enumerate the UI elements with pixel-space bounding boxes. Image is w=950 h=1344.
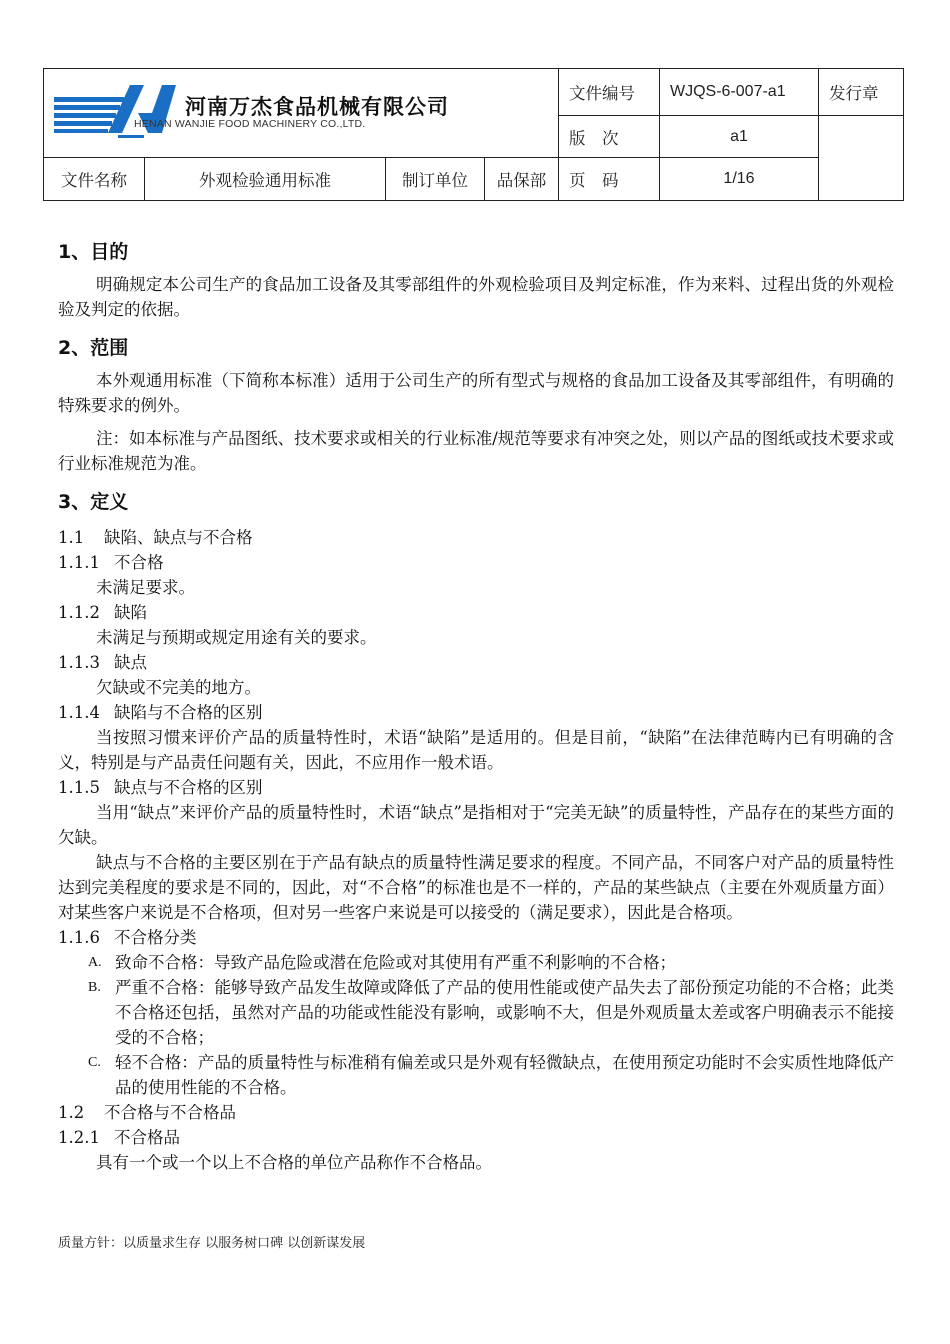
purpose-paragraph: 明确规定本公司生产的食品加工设备及其零部组件的外观检验项目及判定标准，作为来料、过程出货的外观检验及判定的依据。 xyxy=(58,275,894,319)
def-heading-1-1-1 xyxy=(58,550,894,575)
company-name-cn: 河南万杰食品机械有限公司 xyxy=(185,95,449,119)
list-marker: C. xyxy=(88,1055,101,1070)
def-heading-1-2 xyxy=(58,1100,894,1125)
def-text-1-1-4: 当按照习惯来评价产品的质量特性时，术语“缺陷”是适用的。但是目前，“缺陷”在法律范畴内已有明确的含义，特别是与产品责任问题有关，因此，不应用作一般术语。 xyxy=(58,728,894,772)
version-value: a1 xyxy=(660,116,819,158)
def-heading-1-2-1 xyxy=(58,1125,894,1150)
def-heading-1-1-6 xyxy=(58,925,894,950)
issue-stamp-label: 发行章 xyxy=(819,69,904,116)
def-number: 1.1.3 xyxy=(58,653,100,672)
company-name-en: HENAN WANJIE FOOD MACHINERY CO.,LTD. xyxy=(134,118,366,130)
def-number: 1.1.5 xyxy=(58,778,100,797)
def-title: 不合格与不合格品 xyxy=(104,1103,236,1122)
list-marker: B. xyxy=(88,980,101,995)
def-number: 1.1.2 xyxy=(58,603,100,622)
def-number: 1.1.1 xyxy=(58,553,100,572)
def-heading-1-1-5 xyxy=(58,775,894,800)
file-name-label: 文件名称 xyxy=(44,158,145,201)
def-number: 1.2.1 xyxy=(58,1128,100,1147)
def-heading-1-1-2 xyxy=(58,600,894,625)
wanjie-logo-icon xyxy=(52,83,182,141)
def-title: 缺点与不合格的区别 xyxy=(114,778,263,797)
company-logo-cell xyxy=(44,69,559,158)
def-title: 缺陷 xyxy=(114,603,147,622)
def-text-1-2-1: 具有一个或一个以上不合格的单位产品称作不合格品。 xyxy=(96,1153,492,1172)
version-label: 版 次 xyxy=(559,116,660,158)
def-text-1-1-5-a: 当用“缺点”来评价产品的质量特性时，术语“缺点”是指相对于“完美无缺”的质量特性，产品存在的某些方面的欠缺。 xyxy=(58,803,894,847)
def-number: 1.1.6 xyxy=(58,928,100,947)
section-title-scope: 2、范围 xyxy=(58,337,129,359)
quality-policy-footer: 质量方针：以质量求生存 以服务树口碑 以创新谋发展 xyxy=(58,1236,366,1251)
page-value: 1/16 xyxy=(660,158,819,201)
def-heading-1-1-4 xyxy=(58,700,894,725)
def-title: 缺点 xyxy=(114,653,147,672)
file-name-value: 外观检验通用标准 xyxy=(145,158,386,201)
def-heading-1-1-3 xyxy=(58,650,894,675)
document-body xyxy=(58,232,894,1175)
scope-note-paragraph: 注：如本标准与产品图纸、技术要求或相关的行业标准/规范等要求有冲突之处，则以产品的图纸或技术要求或行业标准规范为准。 xyxy=(58,429,894,473)
def-title: 不合格分类 xyxy=(114,928,197,947)
def-heading-1-1 xyxy=(58,525,894,550)
document-header-table xyxy=(43,68,904,201)
def-number: 1.1.4 xyxy=(58,703,100,722)
section-title-purpose: 1、目的 xyxy=(58,241,129,263)
def-title: 缺陷、缺点与不合格 xyxy=(104,528,253,547)
def-text-1-1-2: 未满足与预期或规定用途有关的要求。 xyxy=(96,628,377,647)
page-label: 页 码 xyxy=(559,158,660,201)
doc-no-value: WJQS-6-007-a1 xyxy=(660,69,819,116)
def-text-1-1-3: 欠缺或不完美的地方。 xyxy=(96,678,261,697)
issue-stamp-area xyxy=(819,116,904,201)
list-marker: A. xyxy=(88,955,102,970)
def-title: 不合格 xyxy=(114,553,164,572)
nonconformity-class-b xyxy=(58,975,894,1050)
dept-label: 制订单位 xyxy=(386,158,485,201)
doc-no-label: 文件编号 xyxy=(559,69,660,116)
nonconformity-class-a xyxy=(58,950,894,975)
dept-value: 品保部 xyxy=(485,158,559,201)
def-number: 1.1 xyxy=(58,528,85,547)
list-text: 轻不合格：产品的质量特性与标准稍有偏差或只是外观有轻微缺点，在使用预定功能时不会实质性地降低产品的使用性能的不合格。 xyxy=(115,1053,894,1097)
def-number: 1.2 xyxy=(58,1103,85,1122)
scope-paragraph: 本外观通用标准（下简称本标准）适用于公司生产的所有型式与规格的食品加工设备及其零部组件，有明确的特殊要求的例外。 xyxy=(58,371,894,415)
def-title: 不合格品 xyxy=(114,1128,180,1147)
def-text-1-1-1: 未满足要求。 xyxy=(96,578,195,597)
list-text: 严重不合格：能够导致产品发生故障或降低了产品的使用性能或使产品失去了部份预定功能的不合格；此类不合格还包括，虽然对产品的功能或性能没有影响，或影响不大，但是外观质量太差或客户明确表示不能接受的不合格； xyxy=(115,978,894,1047)
def-title: 缺陷与不合格的区别 xyxy=(114,703,263,722)
list-text: 致命不合格：导致产品危险或潜在危险或对其使用有严重不利影响的不合格； xyxy=(115,953,676,972)
nonconformity-class-c xyxy=(58,1050,894,1100)
def-text-1-1-5-b: 缺点与不合格的主要区别在于产品有缺点的质量特性满足要求的程度。不同产品，不同客户对产品的质量特性达到完美程度的要求是不同的，因此，对“不合格”的标准也是不一样的，产品的某些缺点（主要在外观质量方面）对某些客户来说是不合格项，但对另一些客户来说是可以接受的（满足要求），因此是合格项。 xyxy=(58,853,894,922)
section-title-definitions: 3、定义 xyxy=(58,491,129,513)
